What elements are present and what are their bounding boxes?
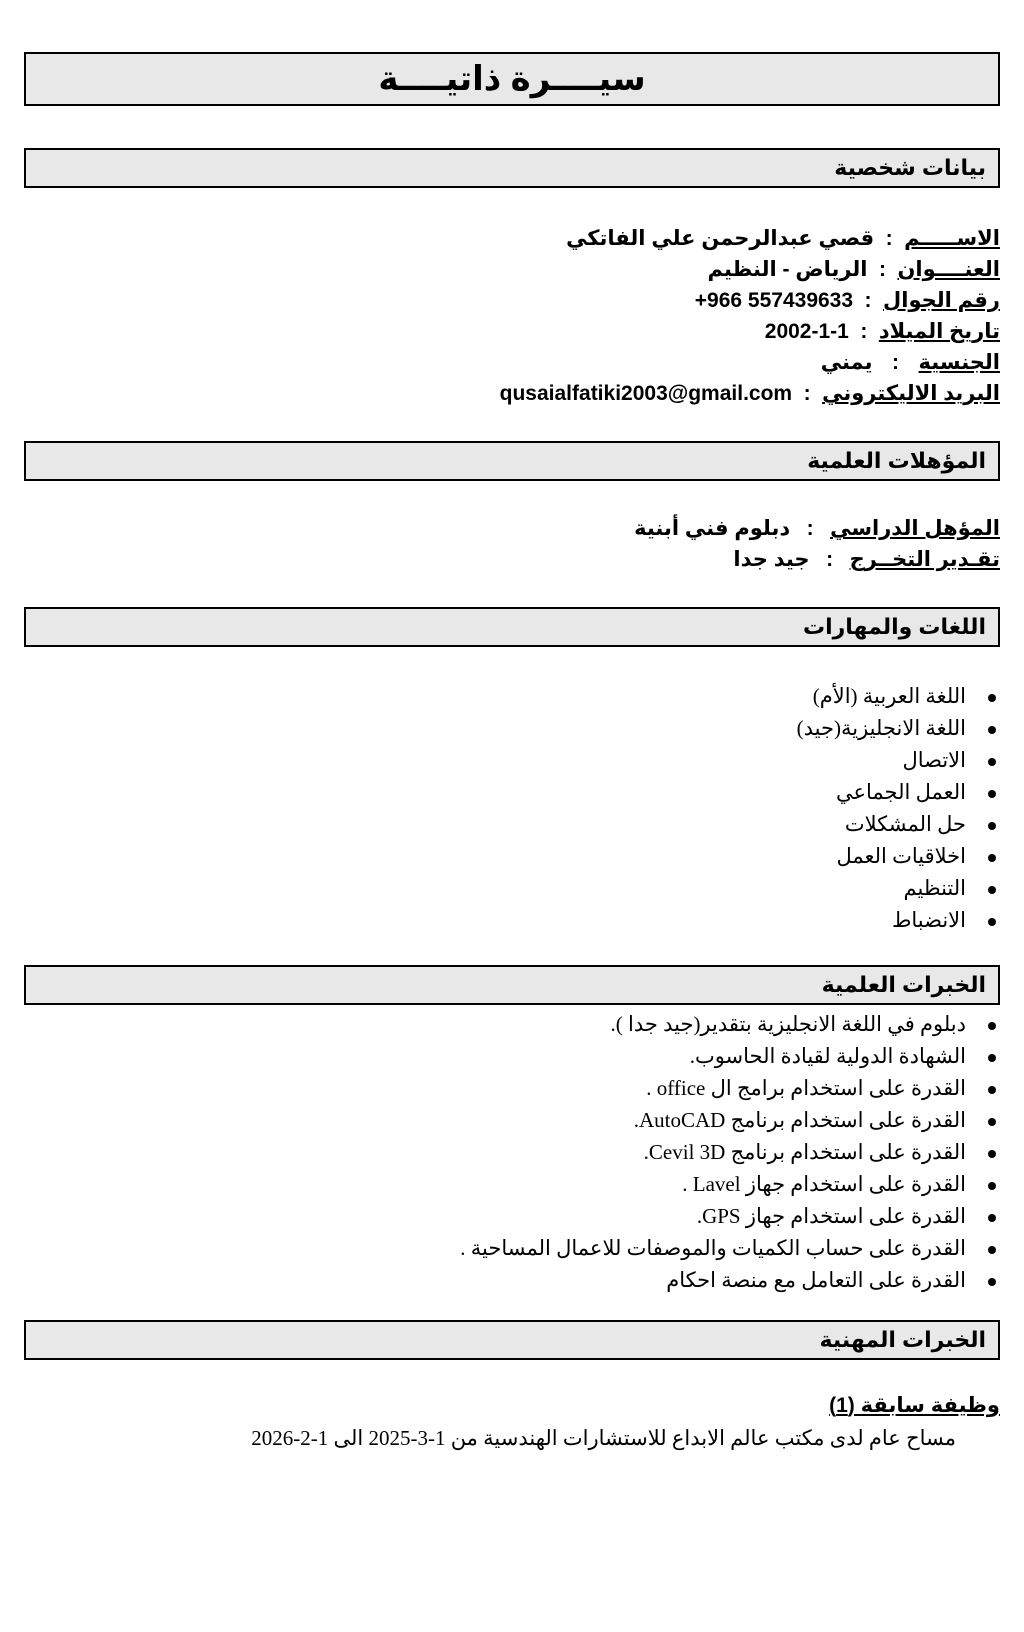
list-item: القدرة على استخدام جهاز GPS. <box>460 1200 996 1232</box>
field-label: الجنسية <box>918 351 1000 374</box>
field-value: قصي عبدالرحمن علي الفاتكي <box>566 227 875 250</box>
field-value: جيد جدا <box>733 548 810 571</box>
field-label: رقم الجوال <box>883 289 1000 312</box>
skills-list <box>797 680 996 936</box>
field-value: يمني <box>820 351 873 374</box>
field-label: البريد الاليكتروني <box>822 382 1000 405</box>
section-header-professional <box>24 1320 1000 1360</box>
job-description: مساح عام لدى مكتب عالم الابداع للاستشارات الهندسية من 1-3-2025 الى 1-2-2026 <box>251 1426 956 1450</box>
bullet-icon <box>988 822 996 830</box>
list-item: دبلوم في اللغة الانجليزية بتقدير(جيد جدا ). <box>460 1008 996 1040</box>
field-birthdate: تاريخ الميلاد:2002-1-1 <box>764 320 1000 343</box>
list-item: الاتصال <box>797 744 996 776</box>
scientific-list <box>460 1008 996 1296</box>
section-header-scientific <box>24 965 1000 1005</box>
field-value: الرياض - النظيم <box>707 258 868 281</box>
bullet-icon <box>988 694 996 702</box>
bullet-icon <box>988 758 996 766</box>
section-header-personal <box>24 148 1000 188</box>
bullet-icon <box>988 790 996 798</box>
field-value: qusaialfatiki2003@gmail.com <box>499 382 793 405</box>
list-item: العمل الجماعي <box>797 776 996 808</box>
bullet-icon <box>988 1214 996 1222</box>
list-item: القدرة على استخدام برنامج Cevil 3D. <box>460 1136 996 1168</box>
section-title: بيانات شخصية <box>834 155 986 180</box>
job-title: وظيفة سابقة (1) <box>829 1394 1000 1417</box>
list-item: الشهادة الدولية لقيادة الحاسوب. <box>460 1040 996 1072</box>
field-degree: المؤهل الدراسي:دبلوم فني أبنية <box>634 517 1000 540</box>
section-title: المؤهلات العلمية <box>807 448 986 473</box>
list-item: القدرة على التعامل مع منصة احكام <box>460 1264 996 1296</box>
list-item: اخلاقيات العمل <box>797 840 996 872</box>
bullet-icon <box>988 1150 996 1158</box>
section-title: الخبرات المهنية <box>819 1327 986 1352</box>
bullet-icon <box>988 854 996 862</box>
bullet-icon <box>988 1054 996 1062</box>
list-item: القدرة على استخدام برامج ال office . <box>460 1072 996 1104</box>
bullet-icon <box>988 1118 996 1126</box>
field-label: الاســـــم <box>904 227 1000 250</box>
cv-title: سيــــرة ذاتيــــة <box>378 60 646 98</box>
list-item: القدرة على حساب الكميات والموصفات للاعمال المساحية . <box>460 1232 996 1264</box>
field-grade: تقـدير التخــرج:جيد جدا <box>733 548 1000 571</box>
list-item: حل المشكلات <box>797 808 996 840</box>
field-value: 2002-1-1 <box>764 320 849 343</box>
field-name: الاســـــم:قصي عبدالرحمن علي الفاتكي <box>566 227 1000 250</box>
bullet-icon <box>988 1182 996 1190</box>
field-label: تقـدير التخــرج <box>849 548 1000 571</box>
list-item: اللغة العربية (الأم) <box>797 680 996 712</box>
bullet-icon <box>988 1086 996 1094</box>
field-label: العنــــوان <box>897 258 1000 281</box>
list-item: القدرة على استخدام جهاز Lavel . <box>460 1168 996 1200</box>
bullet-icon <box>988 1022 996 1030</box>
section-title: الخبرات العلمية <box>821 972 986 997</box>
field-mobile: رقم الجوال:+966 557439633 <box>694 289 1000 312</box>
field-nationality: الجنسية:يمني <box>820 351 1000 374</box>
list-item: القدرة على استخدام برنامج AutoCAD. <box>460 1104 996 1136</box>
field-email: البريد الاليكتروني:qusaialfatiki2003@gmail.com <box>499 382 1000 405</box>
field-value: +966 557439633 <box>694 289 854 312</box>
field-address: العنــــوان:الرياض - النظيم <box>707 258 1000 281</box>
section-title: اللغات والمهارات <box>802 614 986 639</box>
list-item: التنظيم <box>797 872 996 904</box>
bullet-icon <box>988 726 996 734</box>
section-header-qualifications <box>24 441 1000 481</box>
field-value: دبلوم فني أبنية <box>634 517 791 540</box>
cv-title-bar <box>24 52 1000 106</box>
section-header-skills <box>24 607 1000 647</box>
list-item: الانضباط <box>797 904 996 936</box>
field-label: المؤهل الدراسي <box>830 517 1000 540</box>
field-label: تاريخ الميلاد <box>878 320 1000 343</box>
bullet-icon <box>988 1246 996 1254</box>
bullet-icon <box>988 918 996 926</box>
bullet-icon <box>988 1278 996 1286</box>
list-item: اللغة الانجليزية(جيد) <box>797 712 996 744</box>
bullet-icon <box>988 886 996 894</box>
